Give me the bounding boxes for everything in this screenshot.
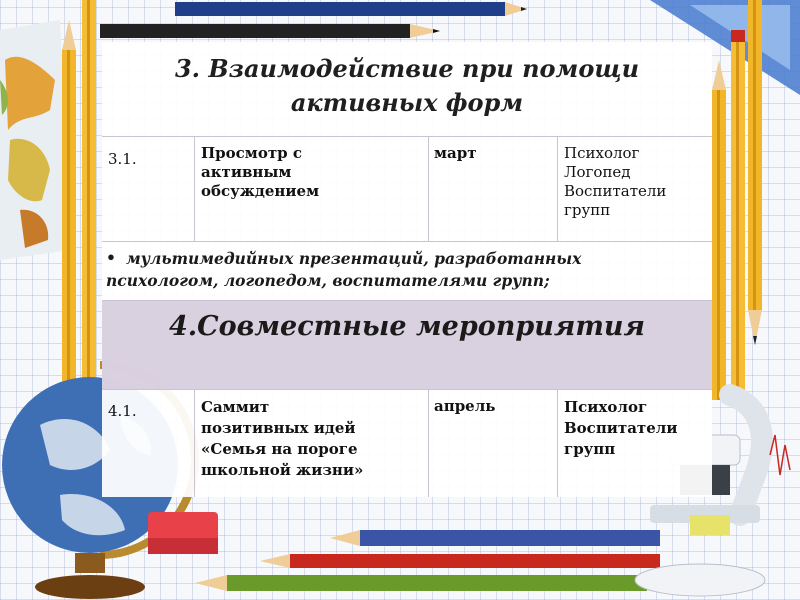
row-3-1-month: март [434, 144, 477, 162]
column-divider [557, 389, 558, 497]
section-4-title: 4.Совместные мероприятия [168, 311, 646, 342]
row-3-1-event-line: обсуждением [201, 182, 320, 200]
bullet-text-line: мультимедийных презентаций, разработанных [126, 249, 582, 268]
row-3-1-event-line: активным [201, 163, 292, 181]
bullet-text-line: психологом, логопедом, воспитателями групп; [106, 271, 550, 290]
row-3-1-responsible-line: Воспитатели [564, 182, 667, 200]
column-divider [428, 389, 429, 497]
pencil-icon [744, 0, 766, 350]
eraser-icon [148, 512, 220, 556]
row-3-1-responsible-line: Логопед [564, 163, 631, 181]
column-divider [557, 136, 558, 241]
row-3-1-number: 3.1. [108, 150, 137, 168]
column-divider [194, 389, 195, 497]
row-4-1-event-line: Саммит [201, 398, 270, 416]
pencil-icon [330, 526, 660, 552]
pencil-icon [195, 572, 655, 596]
row-3-1-responsible-line: Психолог [564, 144, 640, 162]
content-table [102, 42, 712, 497]
row-3-1-event-line: Просмотр с [201, 144, 302, 162]
row-divider [102, 241, 712, 242]
section-3-title [102, 52, 712, 120]
bullet-item [102, 244, 712, 298]
section-3-title-line-2: активных форм [290, 88, 524, 117]
bullet-text [106, 248, 702, 292]
row-4-1-responsible-line: Воспитатели [564, 419, 678, 437]
column-divider [428, 136, 429, 241]
column-divider [194, 136, 195, 241]
row-3-1-responsible [564, 144, 709, 220]
row-4-1-responsible [564, 397, 709, 460]
row-3-1-event [201, 144, 421, 201]
row-4-1-event-line: школьной жизни» [201, 461, 364, 479]
section-3-title-line-1: 3. Взаимодействие при помощи [174, 54, 640, 83]
pencil-icon [260, 550, 660, 574]
row-4-1-event-line: позитивных идей [201, 419, 356, 437]
pencil-icon [100, 20, 460, 44]
row-4-1-event-line: «Семья на пороге [201, 440, 358, 458]
row-3-1-responsible-line: групп [564, 201, 611, 219]
row-4-1-number: 4.1. [108, 402, 137, 420]
row-4-1-responsible-line: Психолог [564, 398, 648, 416]
bullet-icon: • [106, 248, 116, 267]
row-4-1-responsible-line: групп [564, 440, 616, 458]
row-4-1-month: апрель [434, 397, 496, 415]
row-4-1-event [201, 397, 409, 481]
